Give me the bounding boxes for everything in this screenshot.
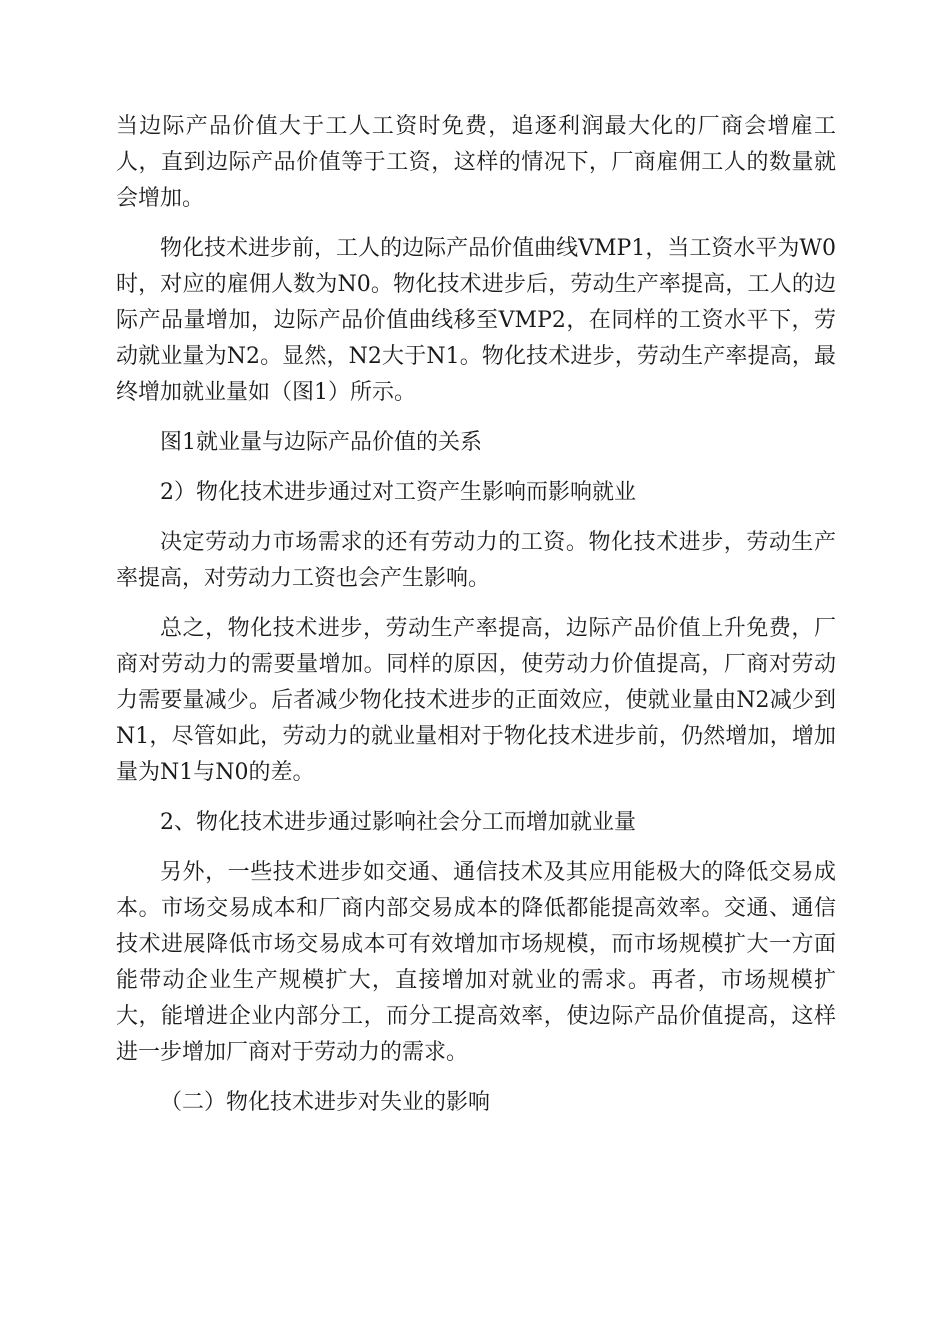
paragraph-summary: 总之，物化技术进步，劳动生产率提高，边际产品价值上升免费，厂商对劳动力的需要量增加。同样的原因，使劳动力价值提高，厂商对劳动力需要量减少。后者减少物化技术进步的正面效应，使就业量由N2减少到N1，尽管如此，劳动力的就业量相对于物化技术进步前，仍然增加，增加量为N1与N0的差。 (116, 616, 836, 785)
section-heading-social-division: 2、物化技术进步通过影响社会分工而增加就业量 (160, 810, 636, 835)
paragraph-labor-wage: 决定劳动力市场需求的还有劳动力的工资。物化技术进步，劳动生产率提高，对劳动力工资也会产生影响。 (116, 530, 836, 591)
paragraph-marginal-value-continued: 当边际产品价值大于工人工资时免费，追逐利润最大化的厂商会增雇工人，直到边际产品价值等于工资，这样的情况下，厂商雇佣工人的数量就会增加。 (116, 114, 836, 211)
document-body (116, 109, 836, 1135)
section-heading-unemployment: （二）物化技术进步对失业的影响 (160, 1090, 491, 1115)
section-heading-wage-effect: 2）物化技术进步通过对工资产生影响而影响就业 (160, 480, 636, 505)
paragraph-vmp-curve-shift: 物化技术进步前，工人的边际产品价值曲线VMP1，当工资水平为W0时，对应的雇佣人数为N0。物化技术进步后，劳动生产率提高，工人的边际产品量增加，边际产品价值曲线移至VMP2，在同样的工资水平下，劳动就业量为N2。显然，N2大于N1。物化技术进步，劳动生产率提高，最终增加就业量如（图1）所示。 (116, 236, 836, 405)
paragraph-transaction-cost: 另外，一些技术进步如交通、通信技术及其应用能极大的降低交易成本。市场交易成本和厂商内部交易成本的降低都能提高效率。交通、通信技术进展降低市场交易成本可有效增加市场规模，而市场规模扩大一方面能带动企业生产规模扩大，直接增加对就业的需求。再者，市场规模扩大，能增进企业内部分工，而分工提高效率，使边际产品价值提高，这样进一步增加厂商对于劳动力的需求。 (116, 860, 836, 1065)
figure-caption: 图1就业量与边际产品价值的关系 (160, 430, 482, 455)
